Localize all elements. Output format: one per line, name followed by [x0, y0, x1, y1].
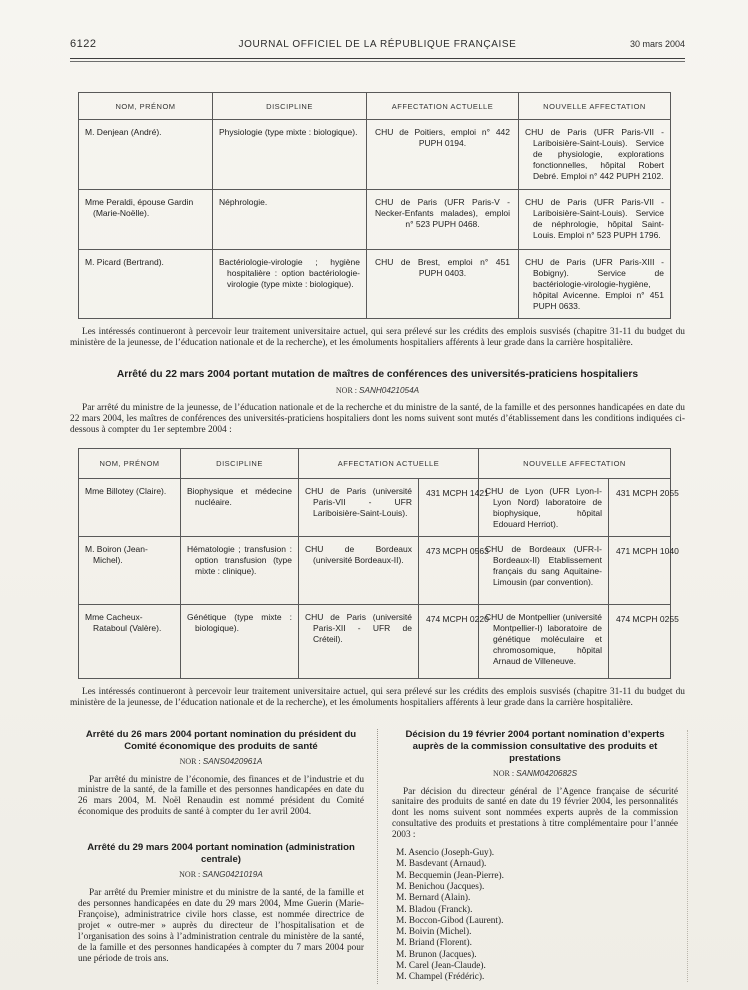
- nor-line: [78, 870, 364, 879]
- nor-label: NOR :: [335, 385, 358, 395]
- cell-nouvelle-affectation: CHU de Paris (UFR Paris-XIII - Bobigny). Service de bactériologie-virologie-hygiène, hôpital Avicenne. Emploi n° 451 PUPH 0633.: [519, 250, 671, 319]
- issue-date: 30 mars 2004: [629, 39, 685, 49]
- list-item: M. Basdevant (Arnaud).: [396, 859, 487, 870]
- section-title: Arrêté du 29 mars 2004 portant nomination (administration centrale): [87, 842, 355, 866]
- note-paragraph: Les intéressés continueront à percevoir leur traitement universitaire actuel, qui sera prélevé sur les crédits des emplois susvisés (chapitre 31-11 du budget du ministère de la jeunesse, de l’éducation nationale et de la recherche), et les émoluments hospitaliers afférents à leur grade dans la carrière hospitalière.: [70, 686, 685, 708]
- cell-discipline: Néphrologie.: [213, 190, 367, 250]
- list-item: M. Asencio (Joseph-Guy).: [396, 848, 495, 859]
- cell-nom: Mme Billotey (Claire).: [79, 478, 181, 536]
- nor-label: NOR :: [179, 870, 201, 880]
- mcph-mutation-table: [78, 448, 679, 679]
- cell-nom: Mme Peraldi, épouse Gardin (Marie-Noëlle).: [79, 190, 213, 250]
- cell-nouvelle-affectation-code: 474 MCPH 0255: [609, 604, 671, 678]
- cell-nom: M. Denjean (André).: [79, 120, 213, 190]
- intro-paragraph: Par arrêté du ministre de la jeunesse, de l’éducation nationale et de la recherche et du ministre de la santé, de la famille et des personnes handicapées en date du 22 mars 2004, les maîtres de conférences des universités-praticiens hospitaliers dont les noms suivent sont mutés d’établissement dans les conditions indiquées ci-dessous à compter du 1er septembre 2004 :: [70, 402, 685, 435]
- col-header-nom: NOM, PRÉNOM: [79, 448, 181, 478]
- nor-code: SANG0421019A: [202, 870, 263, 880]
- journal-title: JOURNAL OFFICIEL DE LA RÉPUBLIQUE FRANÇAISE: [238, 39, 517, 50]
- cell-nouvelle-affectation: CHU de Paris (UFR Paris-VII - Lariboisière-Saint-Louis). Service de physiologie, explorations fonctionnelles, hôpital Robert Debré. Emploi n° 442 PUPH 2102.: [519, 120, 671, 190]
- col-header-nom: NOM, PRÉNOM: [79, 93, 213, 120]
- page-number: 6122: [70, 38, 97, 50]
- cell-discipline: Biophysique et médecine nucléaire.: [181, 478, 299, 536]
- body-paragraph: Par arrêté du ministre de l’économie, des finances et de l’industrie et du ministre de la santé, de la famille et des personnes handicapées en date du 26 mars 2004, M. Noël Renaudin est nommé président du Comité économique des produits de santé à compter du 1er avril 2004.: [78, 774, 364, 818]
- list-item: M. Benichou (Jacques).: [396, 881, 485, 892]
- table-row: [79, 478, 671, 536]
- list-item: M. Becquemin (Jean-Pierre).: [396, 870, 504, 881]
- nor-line: [70, 386, 685, 395]
- table-row: [79, 604, 671, 678]
- cell-affectation-actuelle: CHU de Poitiers, emploi n° 442 PUPH 0194.: [367, 120, 519, 190]
- nor-label: NOR :: [179, 756, 201, 766]
- table-row: [79, 536, 671, 604]
- puph-mutation-table: [78, 92, 671, 319]
- note-paragraph: Les intéressés continueront à percevoir leur traitement universitaire actuel, qui sera prélevé sur les crédits des emplois susvisés (chapitre 31-11 du budget du ministère de la jeunesse, de l’éducation nationale et de la recherche), et les émoluments hospitaliers afférents à leur grade dans la carrière hospitalière.: [70, 327, 685, 348]
- nor-code: SANM0420682S: [516, 768, 578, 778]
- two-column-area: [78, 729, 678, 984]
- table-row: [79, 250, 671, 319]
- nor-label: NOR :: [492, 768, 515, 778]
- nor-code: SANS0420961A: [202, 756, 263, 766]
- cell-discipline: Bactériologie-virologie ; hygiène hospitalière : option bactériologie-virologie (type mixte : biologique).: [213, 250, 367, 319]
- nor-code: SANH0421054A: [359, 385, 420, 395]
- cell-affectation-actuelle: CHU de Bordeaux (université Bordeaux-II).: [299, 536, 419, 604]
- experts-list: [392, 848, 678, 984]
- right-column: [377, 729, 678, 984]
- cell-affectation-actuelle-code: 474 MCPH 0220: [419, 604, 479, 678]
- cell-nouvelle-affectation: CHU de Lyon (UFR Lyon-I-Lyon Nord) laboratoire de biophysique, hôpital Edouard Herriot).: [479, 478, 609, 536]
- table-header-row: [79, 93, 671, 120]
- col-header-nouvelle-affectation: NOUVELLE AFFECTATION: [479, 448, 671, 478]
- cell-nom: Mme Cacheux-Rataboul (Valère).: [79, 604, 181, 678]
- cell-nouvelle-affectation: CHU de Bordeaux (UFR-I-Bordeaux-II) Etablissement français du sang Aquitaine-Limousin (par convention).: [479, 536, 609, 604]
- cell-affectation-actuelle: CHU de Brest, emploi n° 451 PUPH 0403.: [367, 250, 519, 319]
- list-item: M. Brunon (Jacques).: [396, 949, 477, 960]
- table-row: [79, 120, 671, 190]
- cell-affectation-actuelle: CHU de Paris (université Paris-XII - UFR de Créteil).: [299, 604, 419, 678]
- cell-nouvelle-affectation: CHU de Montpellier (université Montpellier-I) laboratoire de génétique moléculaire et chromosomique, hôpital Arnaud de Villeneuve.: [479, 604, 609, 678]
- cell-discipline: Génétique (type mixte : biologique).: [181, 604, 299, 678]
- list-item: M. Boivin (Michel).: [396, 927, 472, 938]
- table-row: [79, 190, 671, 250]
- section-title: Décision du 19 février 2004 portant nomination d’experts auprès de la commission consultative des produits et prestations: [405, 728, 665, 764]
- section-title: Arrêté du 26 mars 2004 portant nomination du président du Comité économique des produits de santé: [85, 728, 357, 752]
- arrete-29-mars-section: [78, 842, 364, 964]
- col-header-discipline: DISCIPLINE: [181, 448, 299, 478]
- body-paragraph: Par décision du directeur général de l’Agence française de sécurité sanitaire des produits de santé en date du 19 février 2004, les personnalités dont les noms suivent sont nommées experts auprès de la commission consultative des produits et prestations à titre complémentaire pour l’année 2003 :: [392, 786, 678, 841]
- scan-artifact-line: [687, 730, 688, 982]
- cell-nouvelle-affectation: CHU de Paris (UFR Paris-VII - Lariboisière-Saint-Louis). Service de néphrologie, hôpital Saint-Louis. Emploi n° 523 PUPH 1796.: [519, 190, 671, 250]
- cell-discipline: Hématologie ; transfusion : option transfusion (type mixte : clinique).: [181, 536, 299, 604]
- cell-affectation-actuelle-code: 431 MCPH 1421: [419, 478, 479, 536]
- cell-nom: M. Boiron (Jean-Michel).: [79, 536, 181, 604]
- cell-nouvelle-affectation-code: 431 MCPH 2055: [609, 478, 671, 536]
- running-head: [70, 38, 685, 50]
- list-item: M. Champel (Frédéric).: [396, 972, 485, 983]
- list-item: M. Briand (Florent).: [396, 938, 472, 949]
- cell-nom: M. Picard (Bertrand).: [79, 250, 213, 319]
- cell-discipline: Physiologie (type mixte : biologique).: [213, 120, 367, 190]
- left-column: [78, 729, 377, 984]
- section-title: Arrêté du 22 mars 2004 portant mutation de maîtres de conférences des universités-praticiens hospitaliers: [116, 369, 639, 380]
- col-header-discipline: DISCIPLINE: [213, 93, 367, 120]
- col-header-affectation-actuelle: AFFECTATION ACTUELLE: [299, 448, 479, 478]
- body-paragraph: Par arrêté du Premier ministre et du ministre de la santé, de la famille et des personnes handicapées en date du 29 mars 2004, Mme Guerin (Marie-Françoise), administratrice civile hors classe, est nommée directrice de projet « outre-mer » auprès du directeur de l’hospitalisation et de l’organisation des soins à l’administration centrale du ministère de la santé, de la famille et des personnes handicapées à compter du 7 mars 2004 pour une période de trois ans.: [78, 888, 364, 964]
- list-item: M. Bernard (Alain).: [396, 893, 471, 904]
- arrete-26-mars-section: [78, 729, 364, 819]
- col-header-nouvelle-affectation: NOUVELLE AFFECTATION: [519, 93, 671, 120]
- cell-affectation-actuelle: CHU de Paris (université Paris-VII - UFR Lariboisière-Saint-Louis).: [299, 478, 419, 536]
- list-item: M. Carel (Jean-Claude).: [396, 961, 486, 971]
- list-item: M. Boccon-Gibod (Laurent).: [396, 915, 504, 926]
- cell-affectation-actuelle: CHU de Paris (UFR Paris-V - Necker-Enfants malades), emploi n° 523 PUPH 0468.: [367, 190, 519, 250]
- header-rule: [70, 58, 685, 62]
- nor-line: [78, 757, 364, 766]
- nor-line: [392, 769, 678, 778]
- cell-nouvelle-affectation-code: 471 MCPH 1040: [609, 536, 671, 604]
- table-header-row: [79, 448, 671, 478]
- list-item: M. Bladou (Franck).: [396, 904, 473, 915]
- cell-affectation-actuelle-code: 473 MCPH 0563: [419, 536, 479, 604]
- col-header-affectation-actuelle: AFFECTATION ACTUELLE: [367, 93, 519, 120]
